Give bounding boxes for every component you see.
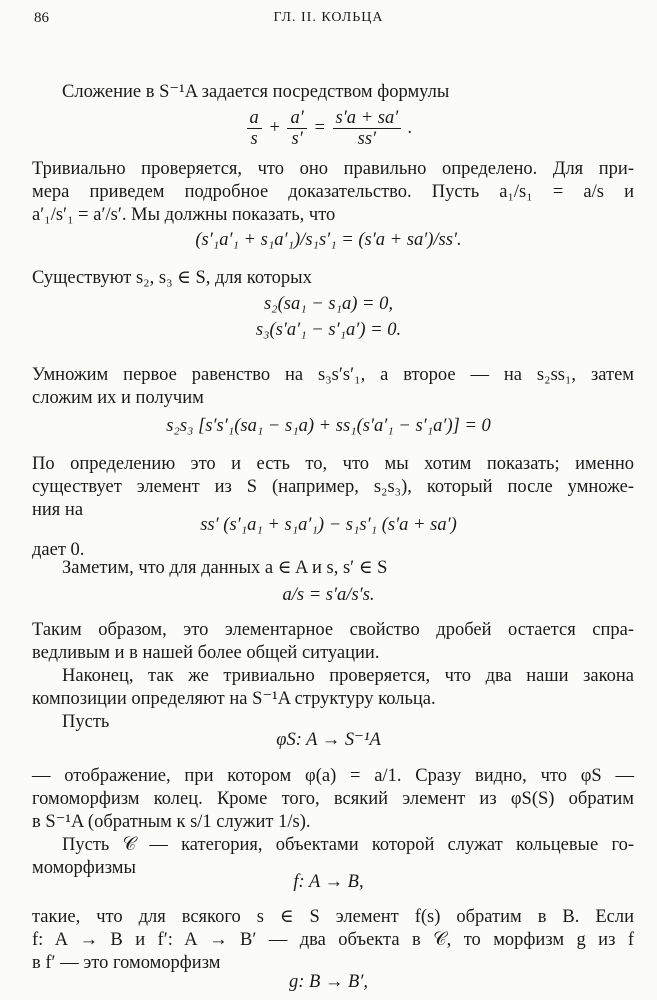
text-line: Таким образом, это элементарное свойство дробей остается спра-: [32, 620, 634, 640]
page-number: 86: [34, 10, 49, 26]
formula-line: s₂(sa₁ − s₁a) = 0,: [263, 294, 394, 314]
denominator: s: [250, 129, 258, 149]
running-head: ГЛ. II. КОЛЬЦА: [273, 10, 384, 25]
operator: +: [268, 117, 281, 138]
text-line: существует элемент из S (например, s₂s₃), который после умноже-: [32, 477, 634, 497]
text-line: моморфизмы: [32, 858, 136, 878]
text-line: композиции определяют на S⁻¹A структуру кольца.: [32, 689, 436, 709]
formula-line: φS: A → S⁻¹A: [276, 730, 381, 750]
text-line: f: A → B и f′: A → B′ — два объекта в 𝒞, то морфизм g из f: [32, 930, 634, 950]
text-line: дает 0.: [32, 540, 85, 560]
text-line: По определению это и есть то, что мы хотим показать; именно: [32, 454, 634, 474]
text-line: Наконец, так же тривиально проверяется, что два наши закона: [62, 666, 634, 686]
denominator: s′: [291, 129, 303, 149]
formula-line: f: A → B,: [293, 872, 364, 892]
fraction: [247, 108, 262, 149]
formula-line: s₃(s′a′₁ − s′₁a′) = 0.: [255, 320, 402, 340]
text-line: такие, что для всякого s ∈ S элемент f(s) обратим в B. Если: [32, 907, 634, 927]
formula-line: g: B → B′,: [288, 972, 369, 992]
text-line: — отображение, при котором φ(a) = a/1. Сразу видно, что φS —: [32, 766, 634, 786]
numerator: a′: [287, 108, 306, 129]
operator: =: [313, 117, 326, 138]
text-line: Пусть: [62, 712, 110, 732]
formula-line: (s′₁a′₁ + s₁a′₁)/s₁s′₁ = (s′a + sa′)/ss′.: [195, 230, 462, 250]
text-line: в f′ — это гомоморфизм: [32, 953, 221, 973]
punctuation: .: [407, 117, 413, 138]
page-header: [34, 10, 623, 34]
formula-line: ss′ (s′₁a₁ + s₁a′₁) − s₁s′₁ (s′a + sa′): [200, 515, 457, 535]
text-line: мера приведем подробное доказательство. Пусть a₁/s₁ = a/s и: [32, 182, 634, 202]
text-line: Пусть 𝒞 — категория, объектами которой служат кольцевые го-: [62, 835, 634, 855]
text-line: гомоморфизм колец. Кроме того, всякий элемент из φS(S) обратим: [32, 789, 634, 809]
text-line: Заметим, что для данных a ∈ A и s, s′ ∈ S: [62, 558, 388, 578]
formula-addition: [0, 108, 657, 148]
text-line: ведливым и в нашей более общей ситуации.: [32, 643, 380, 663]
numerator: a: [247, 108, 262, 129]
formula-line: s₂s₃ [s′s′₁(sa₁ − s₁a) + ss₁(s′a′₁ − s′₁a′)] = 0: [166, 416, 491, 436]
text-line: сложим их и получим: [32, 388, 204, 408]
numerator: s′a + sa′: [333, 108, 402, 129]
text-line: a′₁/s′₁ = a′/s′. Мы должны показать, что: [32, 205, 336, 225]
text-line: ния на: [32, 500, 84, 520]
text-line: Тривиально проверяется, что оно правильно определено. Для при-: [32, 159, 634, 179]
formula-line: a/s = s′a/s′s.: [282, 585, 375, 605]
denominator: ss′: [357, 129, 377, 149]
text-line: Умножим первое равенство на s₃s′s′₁, а второе — на s₂ss₁, затем: [32, 365, 634, 385]
fraction: [287, 108, 306, 149]
text-line: Существуют s₂, s₃ ∈ S, для которых: [32, 268, 312, 288]
text-line: в S⁻¹A (обратным к s/1 служит 1/s).: [32, 812, 311, 832]
fraction: [333, 108, 402, 149]
text-line: Сложение в S⁻¹A задается посредством формулы: [62, 82, 450, 102]
